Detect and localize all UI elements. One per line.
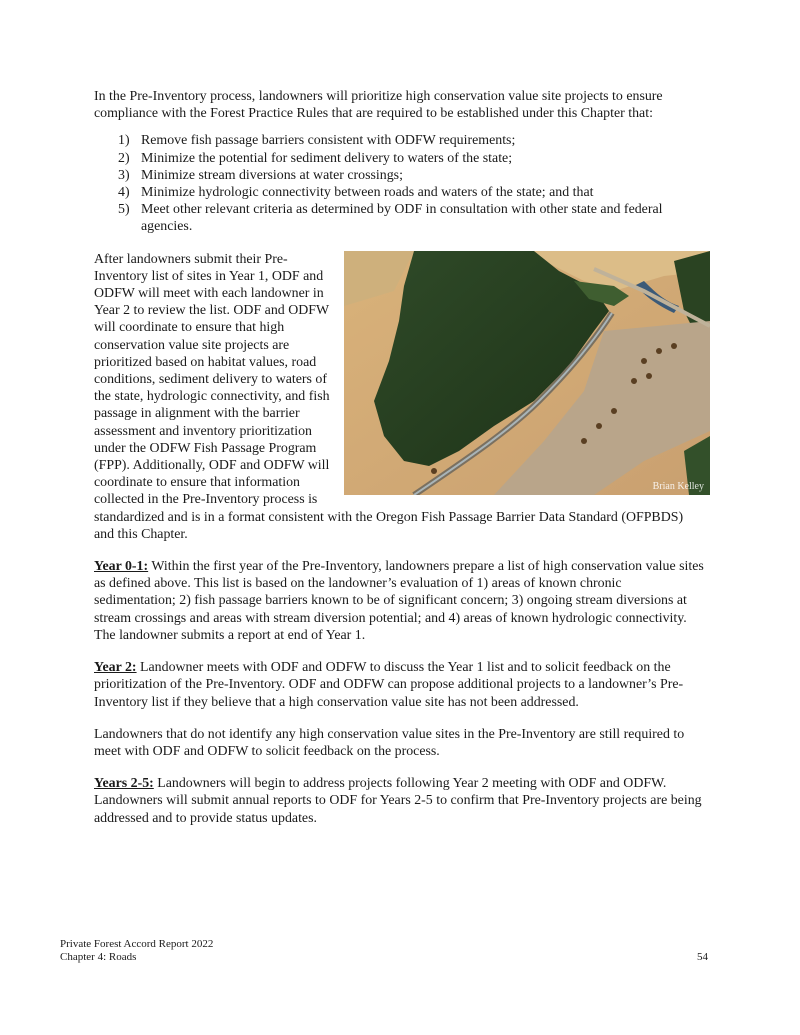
years-2-5-label: Years 2-5: <box>94 776 154 792</box>
years-2-5-paragraph <box>94 775 706 827</box>
year-2-label: Year 2: <box>94 660 137 676</box>
list-item <box>94 167 706 184</box>
list-item-text: Meet other relevant criteria as determined by ODF in consultation with other state and federal agencies. <box>141 202 663 235</box>
photo-credit: Brian Kelley <box>652 480 704 492</box>
document-page <box>94 88 706 842</box>
intro-paragraph: In the Pre-Inventory process, landowners will prioritize high conservation value site projects to ensure compliance with the Forest Practice Rules that are required to be established under this Chapter that: <box>94 89 663 122</box>
list-item-number: 2) <box>118 150 130 166</box>
no-sites-paragraph: Landowners that do not identify any high conservation value sites in the Pre-Inventory are still required to meet with ODF and ODFW to solicit feedback on the process. <box>94 726 685 759</box>
list-item-text: Minimize the potential for sediment delivery to waters of the state; <box>141 150 513 166</box>
year-0-1-text: Within the first year of the Pre-Inventory, landowners prepare a list of high conservation value sites as defined above. This list is based on the landowner’s evaluation of 1) areas of known chronic sedimentation; 2) fish passage barriers known to be of significant concern; 3) ongoing stream diversions at stream crossings and areas with stream diversion potential; and 4) areas of known hydrologic connectivity. The landowner submits a report at end of Year 1. <box>94 559 704 643</box>
year-2-text: Landowner meets with ODF and ODFW to discuss the Year 1 list and to solicit feedback on the prioritization of the Pre-Inventory. ODF and ODFW can propose additional projects to a landowner’s Pre-Inventory list if they believe that a high conservation value site has not been addressed. <box>94 660 684 710</box>
year-0-1-paragraph <box>94 558 706 644</box>
year-0-1-label: Year 0-1: <box>94 559 149 575</box>
list-item-text: Minimize hydrologic connectivity between roads and waters of the state; and that <box>141 185 594 201</box>
list-item <box>94 132 706 149</box>
list-item-number: 5) <box>118 202 130 218</box>
aerial-photo-illustration <box>344 251 710 495</box>
list-item <box>94 201 706 235</box>
aerial-stream-photo <box>344 251 710 495</box>
footer-report-title: Private Forest Accord Report 2022 <box>60 938 214 950</box>
page-footer <box>60 938 708 964</box>
list-item-number: 4) <box>118 185 130 201</box>
list-item <box>94 150 706 167</box>
list-item-text: Minimize stream diversions at water crossings; <box>141 167 403 183</box>
list-item-number: 1) <box>118 133 130 149</box>
review-block <box>94 251 706 543</box>
review-paragraph: After landowners submit their Pre-Inventory list of sites in Year 1, ODF and ODFW will meet with each landowner in Year 2 to review the list. ODF and ODFW will coordinate to ensure that high conservation value site projects are prioritized based on habitat values, road conditions, sediment delivery to waters of the state, hydrologic connectivity, and fish passage in alignment with the barrier assessment and inventory prioritization under the ODFW Fish Passage Program (FPP). Additionally, ODF and ODFW will coordinate to ensure that information collected in the Pre-Inventory process is standardized and is in a format consistent with the Oregon Fish Passage Barrier Data Standard (OFPBDS) and this Chapter. <box>94 251 684 542</box>
list-item-text: Remove fish passage barriers consistent with ODFW requirements; <box>141 133 516 149</box>
list-item-number: 3) <box>118 167 130 183</box>
year-2-paragraph <box>94 659 706 711</box>
list-item <box>94 184 706 201</box>
footer-chapter: Chapter 4: Roads <box>60 951 137 963</box>
criteria-list <box>94 132 706 235</box>
page-number: 54 <box>697 951 708 963</box>
years-2-5-text: Landowners will begin to address projects following Year 2 meeting with ODF and ODFW. Landowners will submit annual reports to ODF for Years 2-5 to confirm that Pre-Inventory projects are being addressed and to provide status updates. <box>94 776 702 826</box>
